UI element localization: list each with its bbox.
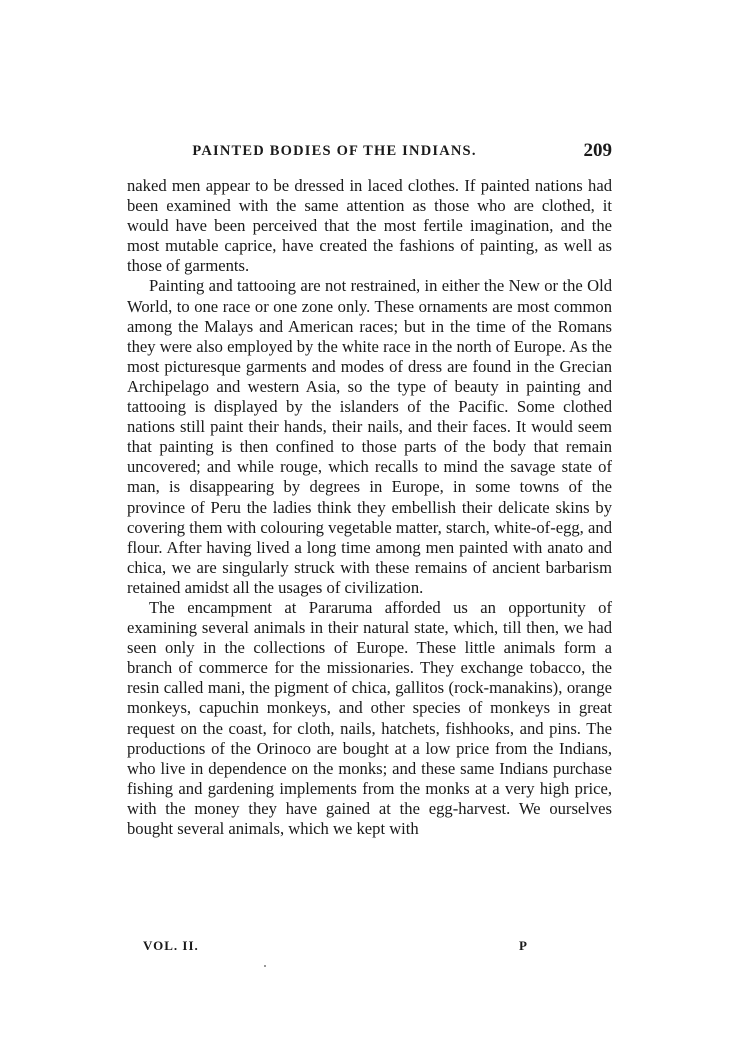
paragraph-3: The encampment at Pararuma afforded us an opportunity of examining several animals in their natural state, which, till then, we had seen only in the collections of Europe. These little animals form a branch of commerce for the missionaries. They exchange tobacco, the resin called mani, the pigment of chica, gallitos (rock-manakins), orange monkeys, capuchin monkeys, and other species of monkeys in great request on the coast, for cloth, nails, hatchets, fishhooks, and pins. The productions of the Orinoco are bought at a low price from the Indians, who live in dependence on the monks; and these same Indians purchase fishing and gardening implements from the monks at a very high price, with the money they have gained at the egg-harvest. We ourselves bought several animals, which we kept with bbox=[127, 597, 612, 838]
running-head bbox=[127, 140, 612, 164]
running-title: PAINTED BODIES OF THE INDIANS. bbox=[192, 143, 477, 159]
page-number: 209 bbox=[583, 140, 612, 161]
paragraph-2: Painting and tattooing are not restrained, in either the New or the Old World, to one race or one zone only. These ornaments are most common among the Malays and American races; but in the time of the Romans they were also employed by the white race in the north of Europe. As the most picturesque garments and modes of dress are found in the Grecian Archipelago and western Asia, so the type of beauty in painting and tattooing is displayed by the islanders of the Pacific. Some clothed nations still paint their hands, their nails, and their faces. It would seem that painting is then confined to those parts of the body that remain uncovered; and while rouge, which recalls to mind the savage state of man, is disappearing by degrees in Europe, in some towns of the province of Peru the ladies think they embellish their delicate skins by covering them with colouring vegetable matter, starch, white-of-egg, and flour. After having lived a long time among men painted with anato and chica, we are singularly struck with these remains of ancient barbarism retained amidst all the usages of civilization. bbox=[127, 276, 612, 597]
page-footer bbox=[143, 938, 528, 956]
paragraph-1: naked men appear to be dressed in laced clothes. If painted nations had been examined with the same attention as those who are clothed, it would have been perceived that the most fertile imagination, and the most mutable caprice, have created the fashions of painting, as well as those of garments. bbox=[127, 176, 612, 276]
body-text bbox=[127, 176, 612, 839]
paper-speck bbox=[264, 965, 266, 967]
signature-mark: P bbox=[519, 938, 528, 953]
volume-label: VOL. II. bbox=[143, 938, 199, 953]
